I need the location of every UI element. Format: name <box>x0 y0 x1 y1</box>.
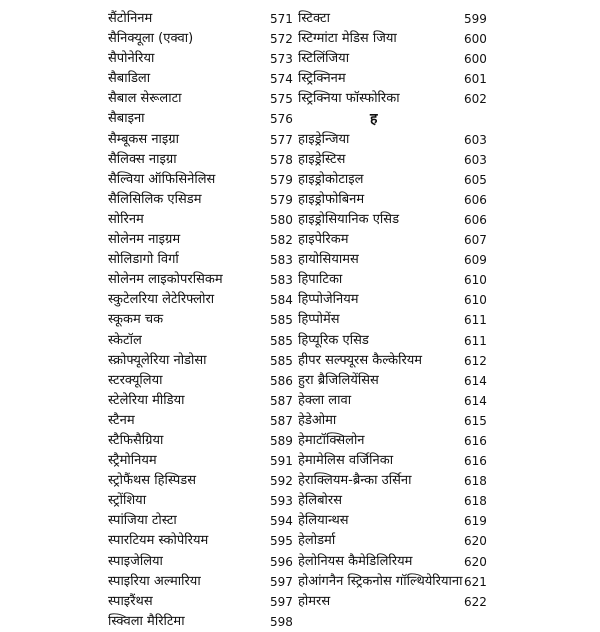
left-index-entry <box>108 29 298 49</box>
entry-term: हाइड्रोकोटाइल <box>298 171 364 187</box>
entry-page-number: 579 <box>270 192 293 207</box>
entry-term: स्कूकम चक <box>108 312 164 328</box>
entry-page-number: 620 <box>464 534 487 549</box>
entry-page-number: 587 <box>270 393 293 408</box>
right-index-entry <box>298 310 498 330</box>
entry-term: स्पाइरिया अल्मारिया <box>108 573 201 589</box>
entry-term: हिप्पोमेंस <box>298 312 340 328</box>
left-index-entry <box>108 290 298 310</box>
entry-term: हाइपेरिकम <box>298 232 349 248</box>
entry-term: होआंगनैन स्ट्रिकनोस गॉल्थियेरियाना <box>298 573 463 589</box>
entry-page-number: 584 <box>270 293 293 308</box>
entry-term: स्क्विला मैरिटिमा <box>108 613 185 629</box>
entry-page-number: 615 <box>464 413 487 428</box>
entry-page-number: 605 <box>464 172 487 187</box>
left-index-entry <box>108 150 298 170</box>
entry-page-number: 606 <box>464 192 487 207</box>
left-index-entry <box>108 552 298 572</box>
right-index-entry <box>298 29 498 49</box>
entry-term: हेलिबोरस <box>298 493 342 509</box>
right-index-entry <box>298 391 498 411</box>
entry-term: स्टैफिसैग्रिया <box>108 432 164 448</box>
right-index-entry <box>298 451 498 471</box>
entry-term: हाइड्रोसियानिक एसिड <box>298 211 400 227</box>
right-index-entry <box>298 69 498 89</box>
entry-term: स्टिलिंजिया <box>298 51 350 67</box>
right-index-entry <box>298 150 498 170</box>
right-index-entry <box>298 170 498 190</box>
entry-term: सोरिनम <box>108 211 144 227</box>
right-index-entry <box>298 531 498 551</box>
left-index-entry <box>108 89 298 109</box>
entry-page-number: 616 <box>464 433 487 448</box>
entry-term: स्पाइरैंथस <box>108 593 153 609</box>
right-index-entry <box>298 9 498 29</box>
entry-page-number: 577 <box>270 132 293 147</box>
entry-term: होमरस <box>298 593 331 609</box>
entry-term: स्टैनम <box>108 412 135 428</box>
entry-term: हायोसियामस <box>298 252 359 268</box>
left-index-entry <box>108 310 298 330</box>
entry-term: हेलियान्थस <box>298 513 349 529</box>
left-index-entry <box>108 511 298 531</box>
entry-term: स्टरक्यूलिया <box>108 372 163 388</box>
entry-term: हिप्यूरिक एसिड <box>298 332 369 348</box>
left-index-entry <box>108 69 298 89</box>
right-index-entry <box>298 511 498 531</box>
entry-term: स्टेलेरिया मीडिया <box>108 392 185 408</box>
entry-page-number: 601 <box>464 72 487 87</box>
left-index-entry <box>108 109 298 129</box>
entry-page-number: 622 <box>464 594 487 609</box>
left-index-entry <box>108 130 298 150</box>
entry-term: सैनिक्यूला (एक्वा) <box>108 31 194 47</box>
entry-term: हेडेओमा <box>298 412 337 428</box>
section-letter-heading: ह <box>370 111 378 128</box>
entry-page-number: 620 <box>464 554 487 569</box>
entry-page-number: 616 <box>464 454 487 469</box>
right-index-entry <box>298 431 498 451</box>
left-index-entry <box>108 49 298 69</box>
entry-page-number: 583 <box>270 253 293 268</box>
entry-page-number: 599 <box>464 12 487 26</box>
right-index-entry <box>298 592 498 612</box>
entry-page-number: 618 <box>464 494 487 509</box>
entry-page-number: 621 <box>464 574 487 589</box>
entry-page-number: 611 <box>464 313 487 328</box>
entry-term: स्टिग्मांटा मेडिस जिया <box>298 31 397 47</box>
entry-term: सैबाइना <box>108 111 145 127</box>
entry-page-number: 575 <box>270 92 293 107</box>
entry-term: स्क्रोफ्यूलेरिया नोडोसा <box>108 352 207 368</box>
left-index-entry <box>108 331 298 351</box>
entry-term: हुरा ब्रैजिलियेंसिस <box>298 372 379 388</box>
entry-term: सैबाडिला <box>108 71 151 87</box>
entry-term: स्ट्रिक्निनम <box>298 71 346 87</box>
entry-term: सोलिडागो विर्गा <box>108 252 179 268</box>
left-index-entry <box>108 411 298 431</box>
entry-term: सोलेनम नाइग्रम <box>108 232 181 248</box>
entry-page-number: 600 <box>464 52 487 67</box>
right-index-entry <box>298 351 498 371</box>
left-index-entry <box>108 471 298 491</box>
left-index-entry <box>108 371 298 391</box>
left-index-entry <box>108 270 298 290</box>
entry-page-number: 614 <box>464 373 487 388</box>
entry-page-number: 609 <box>464 253 487 268</box>
entry-page-number: 618 <box>464 474 487 489</box>
entry-page-number: 598 <box>270 614 293 629</box>
left-index-entry <box>108 9 298 29</box>
right-index-entry <box>298 491 498 511</box>
entry-page-number: 602 <box>464 92 487 107</box>
left-index-entry <box>108 170 298 190</box>
right-index-entry <box>298 411 498 431</box>
entry-page-number: 595 <box>270 534 293 549</box>
entry-term: स्केटॉल <box>108 332 142 348</box>
entry-term: हेक्ला लावा <box>298 392 352 408</box>
entry-term: हाइड्रेन्जिया <box>298 131 350 147</box>
left-index-entry <box>108 190 298 210</box>
entry-term: स्टिक्टा <box>298 11 330 26</box>
entry-page-number: 600 <box>464 32 487 47</box>
entry-page-number: 607 <box>464 233 487 248</box>
entry-page-number: 587 <box>270 413 293 428</box>
entry-page-number: 582 <box>270 233 293 248</box>
left-index-entry <box>108 230 298 250</box>
left-index-entry <box>108 531 298 551</box>
entry-page-number: 611 <box>464 333 487 348</box>
entry-page-number: 586 <box>270 373 293 388</box>
index-right-column <box>298 9 498 612</box>
entry-page-number: 571 <box>270 12 293 26</box>
entry-term: हिप्पोजेनियम <box>298 292 359 308</box>
left-index-entry <box>108 250 298 270</box>
entry-term: स्ट्रिक्निया फॉस्फोरिका <box>298 91 400 107</box>
entry-term: स्ट्रैमोनियम <box>108 453 157 469</box>
left-index-entry <box>108 391 298 411</box>
entry-page-number: 610 <box>464 273 487 288</box>
entry-page-number: 596 <box>270 554 293 569</box>
right-index-entry <box>298 552 498 572</box>
right-index-entry <box>298 270 498 290</box>
entry-page-number: 597 <box>270 574 293 589</box>
right-index-entry <box>298 109 498 129</box>
entry-page-number: 585 <box>270 333 293 348</box>
entry-term: स्पारटियम स्कोपेरियम <box>108 533 209 549</box>
entry-page-number: 580 <box>270 212 293 227</box>
entry-page-number: 591 <box>270 454 293 469</box>
entry-page-number: 573 <box>270 52 293 67</box>
entry-page-number: 585 <box>270 353 293 368</box>
entry-term: हेमाटॉक्सिलोन <box>298 432 365 448</box>
entry-page-number: 612 <box>464 353 487 368</box>
left-index-entry <box>108 351 298 371</box>
entry-page-number: 603 <box>464 152 487 167</box>
entry-term: स्ट्रोफैंथस हिस्पिडस <box>108 473 197 489</box>
entry-term: स्ट्रोंशिया <box>108 493 147 509</box>
entry-page-number: 583 <box>270 273 293 288</box>
entry-page-number: 606 <box>464 212 487 227</box>
right-index-entry <box>298 250 498 270</box>
entry-page-number: 589 <box>270 433 293 448</box>
entry-page-number: 619 <box>464 514 487 529</box>
entry-term: सैलिसिलिक एसिडम <box>108 191 202 207</box>
right-index-entry <box>298 290 498 310</box>
right-index-entry <box>298 210 498 230</box>
right-index-entry <box>298 49 498 69</box>
entry-page-number: 578 <box>270 152 293 167</box>
left-index-entry <box>108 210 298 230</box>
entry-page-number: 585 <box>270 313 293 328</box>
left-index-entry <box>108 451 298 471</box>
entry-page-number: 576 <box>270 112 293 127</box>
right-index-entry <box>298 471 498 491</box>
entry-term: सैंटोनिनम <box>108 11 153 26</box>
right-index-entry <box>298 130 498 150</box>
entry-term: हेमामेलिस वर्जिनिका <box>298 453 394 469</box>
entry-page-number: 614 <box>464 393 487 408</box>
entry-term: सैबाल सेरूलाटा <box>108 91 182 107</box>
left-index-entry <box>108 431 298 451</box>
right-index-entry <box>298 371 498 391</box>
entry-term: हेलोनियस कैमेडिलिरियम <box>298 553 413 569</box>
left-index-entry <box>108 592 298 612</box>
right-index-entry <box>298 89 498 109</box>
right-index-entry <box>298 572 498 592</box>
entry-page-number: 593 <box>270 494 293 509</box>
entry-page-number: 594 <box>270 514 293 529</box>
entry-term: हिपाटिका <box>298 272 343 288</box>
entry-term: सैल्विया ऑफिसिनेलिस <box>108 171 216 187</box>
entry-term: स्कुटेलरिया लेटेरिफ्लोरा <box>108 292 215 308</box>
entry-term: हेराक्लियम-ब्रैन्का उर्सिना <box>298 473 412 489</box>
entry-page-number: 579 <box>270 172 293 187</box>
entry-page-number: 603 <box>464 132 487 147</box>
left-index-entry <box>108 491 298 511</box>
entry-term: सोलेनम लाइकोपरसिकम <box>108 272 223 288</box>
right-index-entry <box>298 331 498 351</box>
left-index-entry <box>108 572 298 592</box>
entry-term: सैम्बूकस नाइग्रा <box>108 131 180 147</box>
entry-term: स्पाइजेलिया <box>108 553 163 569</box>
entry-term: हाइड्रेस्टिस <box>298 151 346 167</box>
entry-term: हीपर सल्फ्यूरस कैल्केरियम <box>298 352 423 368</box>
entry-page-number: 610 <box>464 293 487 308</box>
right-index-entry <box>298 190 498 210</box>
entry-page-number: 592 <box>270 474 293 489</box>
entry-page-number: 597 <box>270 594 293 609</box>
entry-term: सैपोनेरिया <box>108 51 155 67</box>
entry-term: स्पांजिया टोस्टा <box>108 513 177 529</box>
entry-term: हेलोडर्मा <box>298 533 336 549</box>
left-index-entry <box>108 612 298 632</box>
entry-page-number: 574 <box>270 72 293 87</box>
index-left-column <box>108 9 298 632</box>
entry-term: हाइड्रोफोबिनम <box>298 191 365 207</box>
entry-term: सैलिक्स नाइग्रा <box>108 151 177 167</box>
entry-page-number: 572 <box>270 32 293 47</box>
right-index-entry <box>298 230 498 250</box>
